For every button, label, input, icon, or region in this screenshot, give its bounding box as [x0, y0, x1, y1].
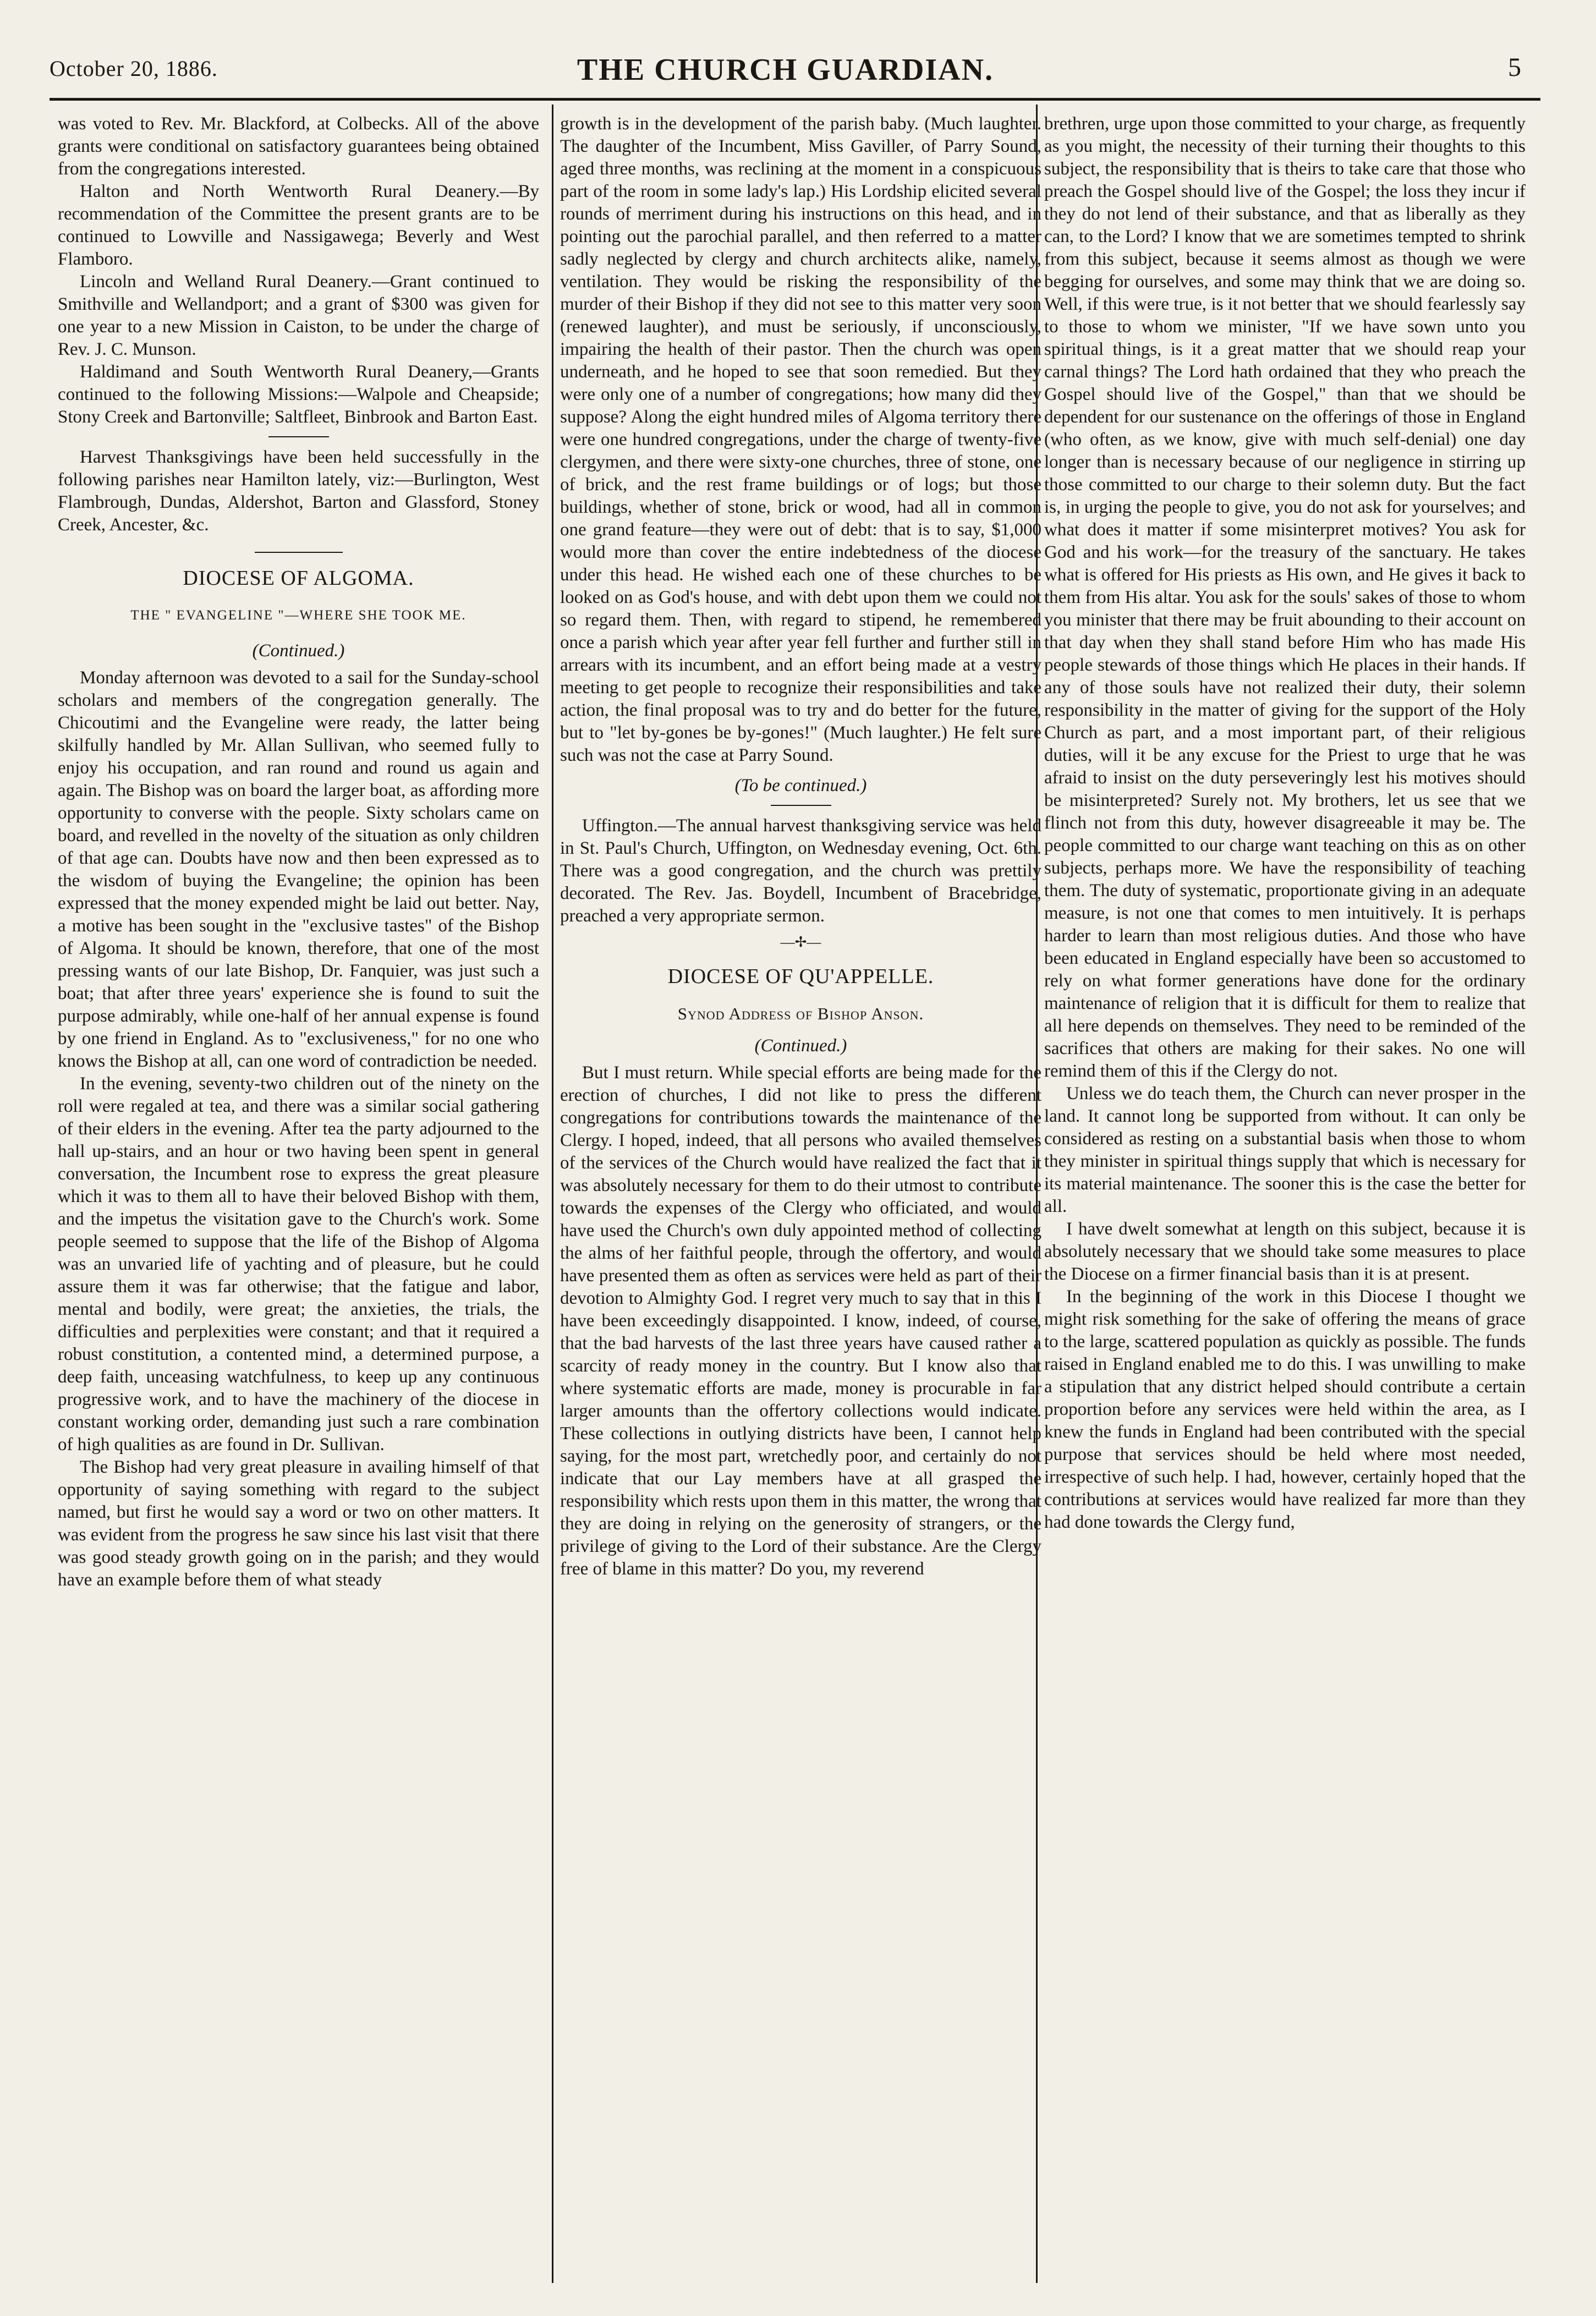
separator-ornament: —✢—	[780, 934, 821, 950]
masthead	[39, 52, 1532, 91]
continued-note: (Continued.)	[252, 641, 345, 661]
paragraph-uffington: Uffington.—The annual harvest thanksgiving service was held in St. Paul's Church, Uffington, on Wednesday evening, Oct. 6th. There was a good congregation, and the church was prettily decorated. The Rev. Jas. Boydell, Incumbent of Bracebridge, preached a very appropriate sermon.	[560, 816, 1041, 926]
section-heading-algoma: DIOCESE OF ALGOMA.	[183, 567, 414, 590]
paragraph-grants: was voted to Rev. Mr. Blackford, at Colbecks. All of the above grants were conditional on satisfactory guarantees being obtained from the congregations interested.	[58, 114, 539, 179]
paragraph-evening: In the evening, seventy-two children out of the ninety on the roll were regaled at tea, and there was a similar social gathering of their elders in the evening. After tea the party adjourned to the hall up-stairs, and an hour or two having been spent in general conversation, the Incumbent rose to express the great pleasure which it was to them all to have their beloved Bishop with them, and the impetus the visitation gave to the Church's work. Some people seemed to suppose that the life of the Bishop of Algoma was an unvaried life of yachting and of pleasure, but he could assure them it was far otherwise; that the fatigue and labor, mental and bodily, were great; the anxieties, the trials, the difficulties and perplexities were constant; and that it required a robust constitution, a contented mind, a determined purpose, a deep faith, unceasing watchfulness, to keep up any continuous progressive work, and to have the machinery of the diocese in constant working order, demanding just such a rare combination of high qualities as are found in Dr. Sullivan.	[58, 1074, 539, 1455]
page-number: 5	[1508, 53, 1521, 82]
newspaper-title: THE CHURCH GUARDIAN.	[577, 53, 994, 87]
continued-note: (Continued.)	[754, 1036, 847, 1056]
column-1	[58, 113, 539, 2280]
separator-rule	[255, 552, 343, 553]
section-subheading-evangeline: THE " EVANGELINE "—WHERE SHE TOOK ME.	[130, 608, 467, 623]
paragraph-haldimand: Haldimand and South Wentworth Rural Deanery,—Grants continued to the following Missions:—Walpole and Cheapside; Stony Creek and Bartonville; Saltfleet, Binbrook and Barton East.	[58, 362, 539, 427]
paragraph-but-i-must-return: But I must return. While special efforts are being made for the erection of churches, I did not like to press the different congregations for contributions towards the maintenance of the Clergy. I hoped, indeed, that all persons who availed themselves of the services of the Church would have realized the fact that it was absolutely necessary for them to do their utmost to contribute towards the expenses of the Clergy who officiated, and would have used the Church's own duly appointed method of collecting the alms of her faithful people, through the offertory, and would have presented them as often as services were held as part of their devotion to Almighty God. I regret very much to say that in this I have been exceedingly disappointed. I know, indeed, of course, that the bad harvests of the last three years have caused rather a scarcity of ready money in the country. But I know also that where systematic efforts are made, money is procurable in far larger amounts than the offertory collections would indicate. These collections in outlying districts have been, I cannot help saying, for the most part, wretchedly poor, and certainly do not indicate that our Lay members have at all grasped the responsibility which rests upon them in this matter, the wrong that they are doing in relying on the generosity of strangers, or the privilege of giving to the Lord of their substance. Are the Clergy free of blame in this matter? Do you, my reverend	[560, 1063, 1041, 1579]
paragraph-beginning: In the beginning of the work in this Diocese I thought we might risk something for the sake of offering the means of grace to the large, scattered population as quickly as possible. The funds raised in England enabled me to do this. I was unwilling to make a stipulation that any district helped should contribute a certain proportion before any services were held within the area, as I knew the funds in England had been contributed with the special purpose that services should be held where most needed, irrespective of such help. I had, however, certainly hoped that the contributions at services would have realized far more than they had done towards the Clergy fund,	[1044, 1287, 1526, 1532]
separator-rule	[268, 436, 329, 437]
section-subheading-synod: Synod Address of Bishop Anson.	[677, 1004, 924, 1023]
paragraph-bishop: The Bishop had very great pleasure in availing himself of that opportunity of saying something with regard to the subject named, but first he would say a word or two on other matters. It was evident from the progress he saw since his last visit that there was good steady growth going on in the parish; and they would have an example before them of what steady	[58, 1457, 539, 1590]
paragraph-halton: Halton and North Wentworth Rural Deanery.—By recommendation of the Committee the present grants are to be continued to Lowville and Nassigawega; Beverly and West Flamboro.	[58, 182, 539, 269]
masthead-rule	[50, 98, 1540, 101]
paragraph-lincoln: Lincoln and Welland Rural Deanery.—Grant continued to Smithville and Wellandport; and a grant of $300 was given for one year to a new Mission in Caiston, to be under the charge of Rev. J. C. Munson.	[58, 272, 539, 359]
issue-date: October 20, 1886.	[50, 56, 218, 81]
column-3	[1044, 113, 1526, 2280]
paragraph-growth: growth is in the development of the parish baby. (Much laughter. The daughter of the Incumbent, Miss Gaviller, of Parry Sound, aged three months, was reclining at the moment in a conspicuous part of the room in some lady's lap.) His Lordship elicited several rounds of merriment during his instructions on this head, and in pointing out the parochial parallel, and then referred to a matter sadly neglected by clergy and church architects alike, namely, ventilation. They would be risking the responsibility of the murder of their Bishop if they did not see to this matter very soon (renewed laughter), and must be seriously, if unconsciously, impairing the health of their pastor. Then the church was open underneath, and he hoped to see that soon remedied. But they were only one of a number of congregations; how many did they suppose? Along the eight hundred miles of Algoma territory there were one hundred congregations, under the charge of twenty-five clergymen, and there were sixty-one churches, three of stone, one of brick, and the rest frame buildings or of logs; but those buildings, whether of stone, brick or wood, had all in common one grand feature—they were out of debt: that is to say, $1,000 would more than cover the entire indebtedness of the diocese under this head. He wished each one of these churches to be looked on as God's house, and with debt upon them we could not so regard them. Then, with regard to stipend, he remembered once a parish which year after year fell further and further still in arrears with its incumbent, and an effort being made at a vestry meeting to get people to recognize their responsibilities and take action, the final proposal was to try and do better for the future, but to "let by-gones be by-gones!" (Much laughter.) He felt sure such was not the case at Parry Sound.	[560, 114, 1041, 765]
paragraph-brethren: brethren, urge upon those committed to your charge, as frequently as you might, the necessity of their turning their thoughts to this subject, the responsibility that is theirs to take care that those who preach the Gospel should live of the Gospel; the loss they incur if they do not lend of their substance, and that as liberally as they can, to the Lord? I know that we are sometimes tempted to shrink from this subject, because it seems almost as though we were begging for ourselves, and some may think that we are doing so. Well, if this were true, is it not better that we should fearlessly say to those to whom we minister, "If we have sown unto you spiritual things, is it a great matter that we should reap your carnal things? The Lord hath ordained that they who preach the Gospel should live of the Gospel," than that we should be dependent for our sustenance on the offerings of those in England (who often, as we know, give with much self-denial) one day longer than is necessary because of our negligence in stirring up those committed to our charge to their solemn duty. But the fact is, in urging the people to give, you do not ask for yourselves; and what does it matter if some misinterpret motives? You ask for God and his work—for the treasury of the sanctuary. He takes what is offered for His priests as His own, and He gives it back to them from His altar. You ask for the souls' sakes of those to whom you minister that there may be fruit abounding to their account on that day when they shall stand before Him who has made His people stewards of those things which He places in their hands. If any of those souls have not realized their duty, their solemn responsibility in the matter of giving for the support of the Holy Church as part, and a most important part, of their religious duties, will it be any excuse for the Priest to urge that he was afraid to insist on the duty perseveringly lest his motives should be misinterpreted? Surely not. My brothers, let us see that we flinch not from this duty, however disagreeable it may be. The people committed to our charge want teaching on this as on other subjects, perhaps more. We have the responsibility of teaching them. The duty of systematic, proportionate giving in an adequate measure, is not one that comes to men intuitively. It is perhaps harder to learn than most religious duties. And those who have been educated in England especially have been so accustomed to rely on what former generations have done for the ordinary maintenance of religion that it is difficult for them to realize that all here depends on themselves. They need to be reminded of the sacrifices that others are making for their sakes. No one will remind them of this if the Clergy do not.	[1044, 114, 1526, 1081]
separator-rule	[771, 805, 831, 806]
paragraph-harvest: Harvest Thanksgivings have been held successfully in the following parishes near Hamilton lately, viz:—Burlington, West Flambrough, Dundas, Aldershot, Barton and Glassford, Stoney Creek, Ancester, &c.	[58, 447, 539, 535]
to-be-continued-note: (To be continued.)	[734, 776, 867, 795]
column-2	[560, 113, 1041, 2280]
paragraph-unless: Unless we do teach them, the Church can never prosper in the land. It cannot long be supported from without. It can only be considered as resting on a substantial basis when those to whom they minister in spiritual things supply that which is necessary for its material maintenance. The sooner this is the case the better for all.	[1044, 1084, 1526, 1216]
section-heading-quappelle: DIOCESE OF QU'APPELLE.	[667, 965, 934, 988]
paragraph-monday: Monday afternoon was devoted to a sail for the Sunday-school scholars and members of the congregation generally. The Chicoutimi and the Evangeline were ready, the latter being skilfully handled by Mr. Allan Sullivan, who seemed fully to enjoy his occupation, and ran round and round us again and again. The Bishop was on board the larger boat, as affording more opportunity to converse with the people. Sixty scholars came on board, and revelled in the novelty of the situation as only children of that age can. Doubts have now and then been expressed as to the wisdom of buying the Evangeline; the opinion has been expressed that the money expended might be laid out better. Nay, a motive has been sought in the "exclusive tastes" of the Bishop of Algoma. It should be known, therefore, that one of the most pressing wants of our late Bishop, Dr. Fanquier, was just such a boat; that after three years' experience she is found to suit the purpose admirably, while one-half of her annual expense is found by one friend in England. As to "exclusiveness," for no one who knows the Bishop at all, can one word of contradiction be needed.	[58, 668, 539, 1071]
paragraph-dwelt: I have dwelt somewhat at length on this subject, because it is absolutely necessary that we should take some measures to place the Diocese on a firmer financial basis than it is at present.	[1044, 1219, 1526, 1284]
column-divider-1	[552, 105, 553, 2283]
